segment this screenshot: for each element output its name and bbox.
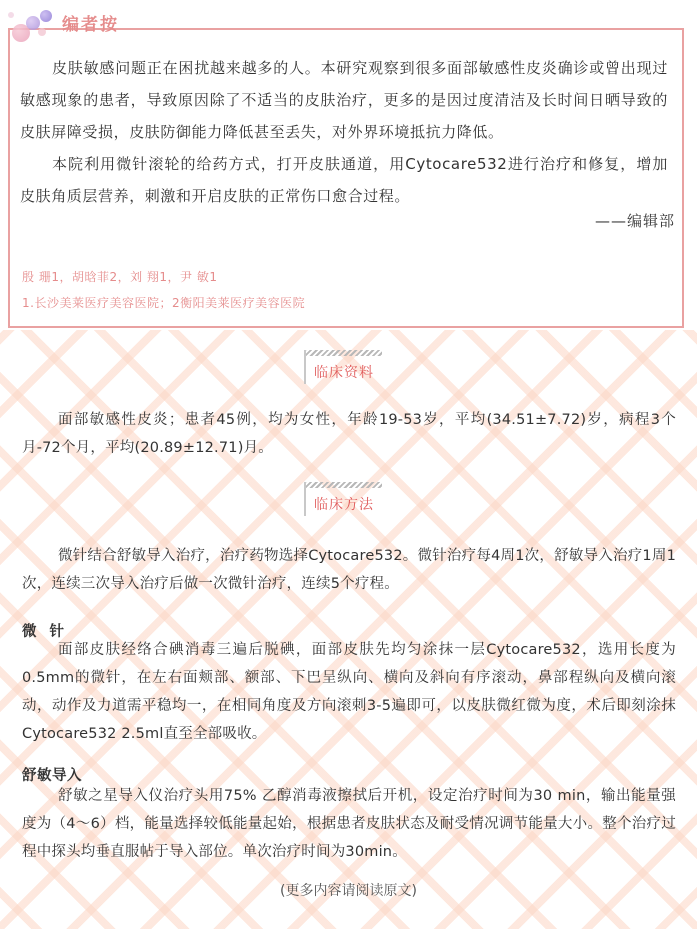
- editor-note-paragraph-1: 皮肤敏感问题正在困扰越来越多的人。本研究观察到很多面部敏感性皮炎确诊或曾出现过敏感现象的患者，导致原因除了不适当的皮肤治疗，更多的是因过度清洁及长时间日晒导致的皮肤屏障受损，皮肤防御能力降低甚至丢失，对外界环境抵抗力降低。: [20, 59, 668, 141]
- editor-note-title: 编者按: [62, 15, 119, 35]
- editor-note-header: [8, 8, 238, 44]
- read-more-link[interactable]: (更多内容请阅读原文): [280, 883, 417, 899]
- authors: 殷 珊1，胡晗菲2，刘 翔1，尹 敏1: [22, 270, 218, 284]
- vertical-line-decoration: [304, 482, 306, 516]
- stripe-decoration: [304, 482, 382, 488]
- soothing-text: 舒敏之星导入仪治疗头用75% 乙醇消毒液擦拭后开机，设定治疗时间为30 min，输出能量强度为（4～6）档，能量选择较低能量起始，根据患者皮肤状态及耐受情况调节能量大小。整个治疗过程中探头均垂直服帖于导入部位。单次治疗时间为30min。: [22, 788, 676, 860]
- section-label: 临床方法: [314, 497, 374, 513]
- microneedle-text: 面部皮肤经络合碘消毒三遍后脱碘，面部皮肤先均匀涂抹一层Cytocare532，选用长度为0.5mm的微针，在左右面颊部、额部、下巴呈纵向、横向及斜向有序滚动，鼻部程纵向及横向滚动，动作及力道需平稳均一，在相同角度及方向滚刺3-5遍即可，以皮肤微红微为度，术后即刻涂抹Cytocare532 2.5ml直至全部吸收。: [22, 642, 676, 742]
- clinical-data-text: 面部敏感性皮炎；患者45例，均为女性，年龄19-53岁，平均(34.51±7.72)岁，病程3个月-72个月，平均(20.89±12.71)月。: [22, 412, 676, 456]
- vertical-line-decoration: [304, 350, 306, 384]
- affiliations: 1.长沙美莱医疗美容医院；2衡阳美莱医疗美容医院: [22, 296, 306, 310]
- soothing-title: 舒敏导入: [22, 768, 82, 784]
- editor-signature: ——编辑部: [594, 212, 675, 230]
- stripe-decoration: [304, 350, 382, 356]
- section-header-clinical-data: [304, 350, 396, 386]
- bubbles-icon: [8, 8, 68, 44]
- section-header-clinical-method: [304, 482, 396, 518]
- section-label: 临床资料: [314, 365, 374, 381]
- microneedle-title: 微 针: [22, 624, 69, 640]
- editor-note-paragraph-2: 本院利用微针滚轮的给药方式，打开皮肤通道，用Cytocare532进行治疗和修复，增加皮肤角质层营养，刺激和开启皮肤的正常伤口愈合过程。: [20, 155, 668, 205]
- clinical-method-text: 微针结合舒敏导入治疗，治疗药物选择Cytocare532。微针治疗每4周1次，舒敏导入治疗1周1次，连续三次导入治疗后做一次微针治疗，连续5个疗程。: [22, 548, 676, 592]
